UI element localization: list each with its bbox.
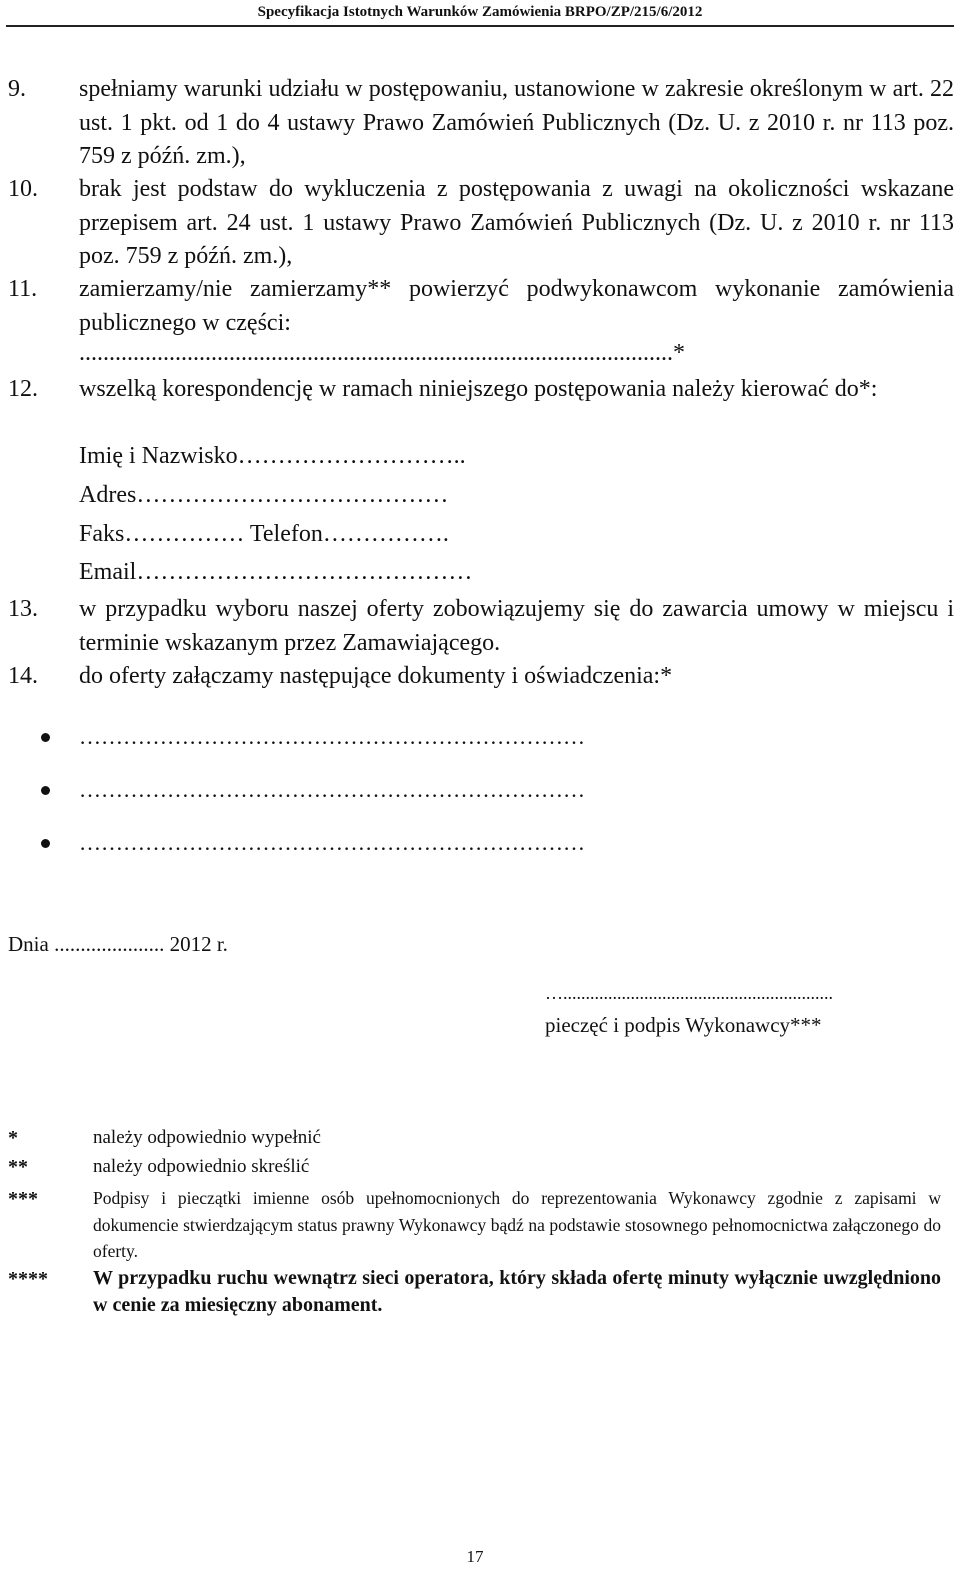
attachment-field-3[interactable]: …………………………………………………………… <box>79 830 585 855</box>
date-field[interactable]: Dnia ..................... 2012 r. <box>8 932 228 956</box>
subcontract-dots-field[interactable]: ...................................................................................................* <box>79 340 685 366</box>
item-number: 13. <box>8 596 38 622</box>
item-number: 9. <box>8 76 26 102</box>
bullet-icon <box>41 733 50 742</box>
footnote-text: należy odpowiednio skreślić <box>93 1156 310 1177</box>
footnote-mark: *** <box>8 1188 38 1210</box>
item-number: 12. <box>8 376 38 402</box>
item-text: zamierzamy/nie zamierzamy** powierzyć podwykonawcom wykonanie zamówienia publicznego w części: <box>79 276 954 336</box>
footnote-text: W przypadku ruchu wewnątrz sieci operatora, który składa ofertę minuty wyłącznie uwzględniono w cenie za miesięczny abonament. <box>93 1267 941 1316</box>
item-number: 14. <box>8 663 38 689</box>
header-title: Specyfikacja Istotnych Warunków Zamówienia BRPO/ZP/215/6/2012 <box>257 4 703 20</box>
item-text: w przypadku wyboru naszej oferty zobowiązujemy się do zawarcia umowy w miejscu i terminie wskazanym przez Zamawiającego. <box>79 596 954 656</box>
email-field[interactable]: Email…………………………………… <box>79 559 473 585</box>
item-text: wszelką korespondencję w ramach niniejszego postępowania należy kierować do*: <box>79 376 878 402</box>
page-number: 17 <box>466 1547 484 1566</box>
attachment-field-1[interactable]: …………………………………………………………… <box>79 724 585 749</box>
document-header <box>0 0 960 28</box>
footnote-mark: **** <box>8 1268 48 1290</box>
footnote-mark: * <box>8 1127 18 1149</box>
name-field[interactable]: Imię i Nazwisko……………………….. <box>79 443 466 469</box>
item-text: brak jest podstaw do wykluczenia z postępowania z uwagi na okoliczności wskazane przepisem art. 24 ust. 1 ustawy Prawo Zamówień Publicznych (Dz. U. z 2010 r. nr 113 poz. 759 z późń. zm.), <box>79 176 954 269</box>
attachment-field-2[interactable]: …………………………………………………………… <box>79 777 585 802</box>
item-number: 10. <box>8 176 38 202</box>
item-text: spełniamy warunki udziału w postępowaniu, ustanowione w zakresie określonym w art. 22 ust. 1 pkt. od 1 do 4 ustawy Prawo Zamówień Publicznych (Dz. U. z 2010 r. nr 113 poz. 759 z późń. zm.), <box>79 76 954 169</box>
header-divider <box>6 25 954 27</box>
item-text: do oferty załączamy następujące dokumenty i oświadczenia:* <box>79 663 673 689</box>
footnote-mark: ** <box>8 1156 28 1178</box>
bullet-icon <box>41 786 50 795</box>
footnote-text: należy odpowiednio wypełnić <box>93 1127 321 1148</box>
signature-field[interactable]: …............................................................ <box>545 983 833 1003</box>
footnote-text: Podpisy i pieczątki imienne osób upełnomocnionych do reprezentowania Wykonawcy zgodnie z zapisami w dokumencie stwierdzającym status prawny Wykonawcy bądź na podstawie stosownego pełnomocnictwa załączonego do oferty. <box>93 1188 941 1261</box>
address-field[interactable]: Adres………………………………… <box>79 482 449 508</box>
signature-caption: pieczęć i podpis Wykonawcy*** <box>545 1013 822 1037</box>
bullet-icon <box>41 839 50 848</box>
fax-phone-field[interactable]: Faks…………… Telefon……………. <box>79 521 449 547</box>
item-number: 11. <box>8 276 38 302</box>
